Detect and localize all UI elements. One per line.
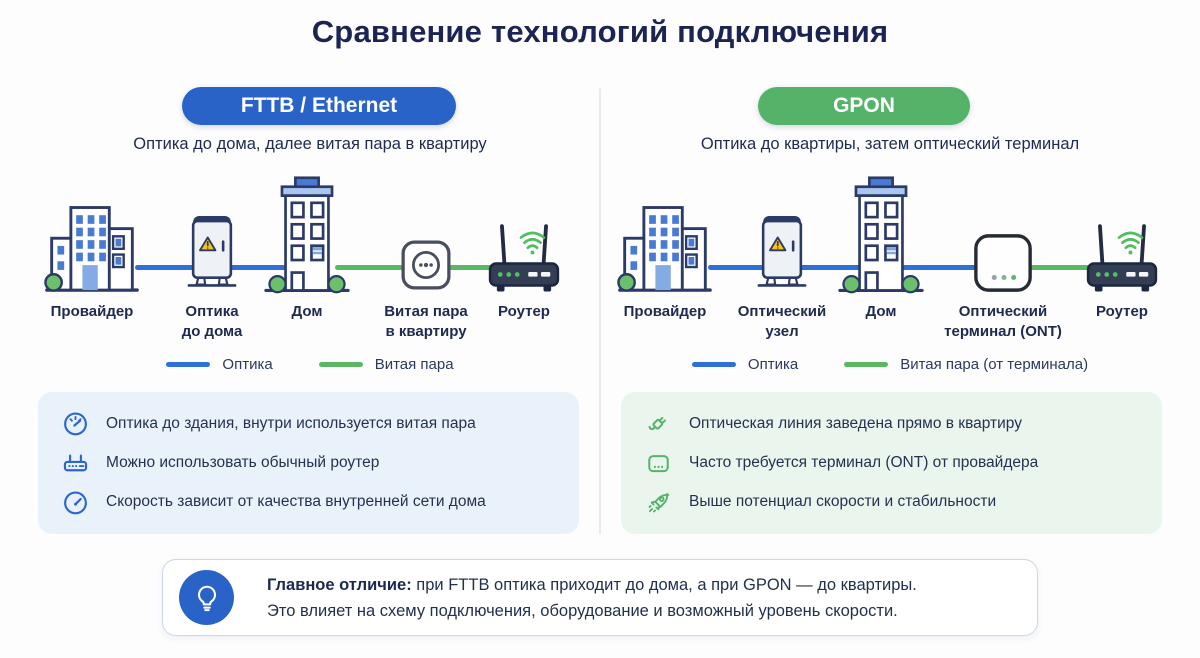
node-label-ont: Оптический терминал (ONT) [944,303,1062,340]
feature-text: Можно использовать обычный роутер [106,454,380,471]
feature-row [621,489,1162,516]
feature-row [38,489,579,516]
rocket-icon [645,489,672,516]
wifi-router-icon [480,216,568,294]
apartment-building-icon [836,176,926,294]
street-cabinet-icon [752,210,812,294]
fttb-subtitle: Оптика до дома, далее витая пара в квартиру [133,135,487,153]
legend-label: Витая пара [374,356,454,373]
feature-text: Скорость зависит от качества внутренней сети дома [106,493,486,511]
ont-box-icon [972,232,1034,294]
wifi-router-icon [1078,216,1166,294]
gpon-badge [758,87,970,125]
street-cabinet-icon [182,210,242,294]
feature-row [621,450,1162,477]
gpon-subtitle: Оптика до квартиры, затем оптический терминал [700,135,1080,153]
gauge-icon [62,410,89,437]
router-icon [62,450,89,477]
gpon-features [621,392,1162,534]
twisted-pair-swatch [319,362,363,367]
lightbulb-badge [179,570,234,625]
legend-item-optic [692,356,798,373]
gpon-legend [620,356,1160,373]
legend-label: Оптика [747,356,799,373]
fttb-legend [40,356,580,373]
legend-label: Оптика [222,356,273,373]
optic-line-swatch [166,362,210,367]
feature-row [38,450,579,477]
provider-building-icon [617,194,713,294]
gpon-badge-label: GPON [833,94,895,117]
fttb-badge [182,87,456,125]
fiber-connector-icon [645,410,672,437]
legend-item-twisted-pair [844,356,1088,373]
fttb-diagram [40,176,580,338]
callout-text [267,572,917,624]
key-difference-callout [162,559,1038,636]
node-label-router: Роутер [1096,303,1148,320]
twisted-pair-swatch [844,362,888,367]
node-label-house: Дом [865,303,897,320]
node-label-optical-node: Оптический узел [737,303,827,340]
node-label-provider: Провайдер [623,303,707,320]
speedometer-icon [62,489,89,516]
node-label-twisted-pair: Витая пара в квартиру [384,303,468,340]
lightbulb-icon [192,583,222,613]
provider-building-icon [44,194,140,294]
gpon-diagram [620,176,1160,338]
callout-title: Главное отличие: [267,576,412,594]
fttb-badge-label: FTTB / Ethernet [240,94,398,117]
feature-text: Оптическая линия заведена прямо в квартиру [689,414,1022,432]
apartment-building-icon [262,176,352,294]
callout-line-1: Главное отличие: при FTTB оптика приходит до дома, а при GPON — до квартиры. [267,576,917,594]
page-title: Сравнение технологий подключения [311,14,889,49]
feature-text: Оптика до здания, внутри используется витая пара [106,414,476,432]
feature-row [621,410,1162,437]
node-label-provider: Провайдер [50,303,134,320]
node-label-optic-to-building: Оптика до дома [181,303,243,340]
node-label-router: Роутер [498,303,550,320]
legend-label: Витая пара (от терминала) [900,356,1089,373]
terminal-icon [645,450,672,477]
column-divider [599,88,601,534]
fttb-features [38,392,579,534]
legend-item-twisted-pair [319,356,454,373]
feature-text: Выше потенциал скорости и стабильности [689,493,997,511]
feature-row [38,410,579,437]
feature-text: Часто требуется терминал (ONT) от провайдера [689,454,1039,471]
wall-outlet-icon [398,237,454,293]
callout-line-2: Это влияет на схему подключения, оборудование и возможный уровень скорости. [267,602,898,620]
node-label-house: Дом [291,303,323,320]
optic-line-swatch [692,362,736,367]
legend-item-optic [166,356,272,373]
